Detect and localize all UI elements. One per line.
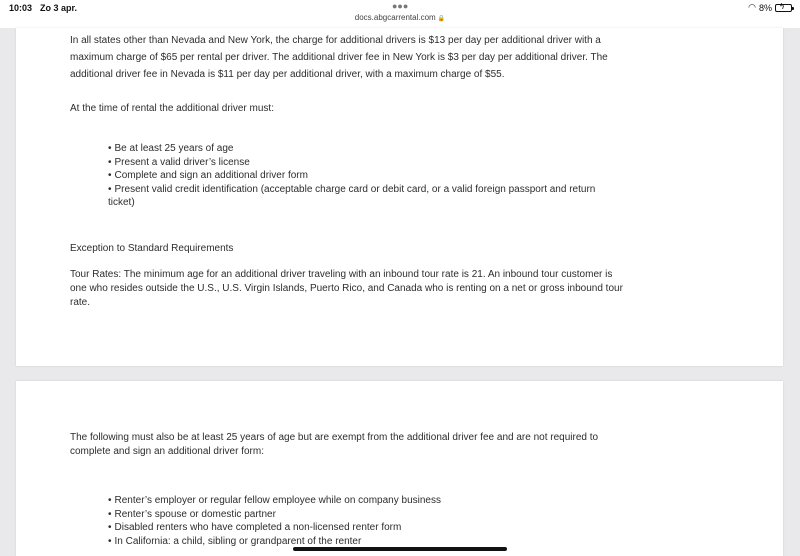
- policy-card-additional-drivers: [16, 28, 783, 366]
- address-bar[interactable]: [0, 13, 800, 22]
- list-item: • Present valid credit identification (acceptable charge card or debit card, or a valid foreign passport and return ticket): [108, 183, 608, 210]
- exempt-paragraph: The following must also be at least 25 years of age but are exempt from the additional driver fee and are not required to complete and sign an additional driver form:: [70, 432, 599, 457]
- list-item: • Present a valid driver’s license: [108, 156, 608, 170]
- home-indicator[interactable]: [293, 547, 507, 551]
- lock-icon: 🔒: [437, 16, 446, 22]
- fee-paragraph: In all states other than Nevada and New York, the charge for additional drivers is $13 per day per additional driver with a maximum charge of $65 per rental per driver. The additional driver fee in New York is $3 per day per additional driver. The additional driver fee in Nevada is $11 per day per additional driver, with a maximum charge of $55.: [70, 35, 608, 80]
- list-item: • Renter’s employer or regular fellow employee while on company business: [108, 494, 608, 508]
- wifi-icon: ◠: [748, 2, 756, 12]
- list-item: • In California: a child, sibling or grandparent of the renter: [108, 535, 608, 549]
- list-item: • Disabled renters who have completed a non-licensed renter form: [108, 521, 608, 535]
- date: Zo 3 apr.: [40, 3, 78, 13]
- battery-percent: 8%: [758, 2, 772, 13]
- requirements-list: [108, 142, 608, 210]
- multitasking-dots-icon[interactable]: ●●●: [392, 1, 409, 11]
- exception-heading: Exception to Standard Requirements: [70, 243, 234, 254]
- list-item: • Complete and sign an additional driver form: [108, 169, 608, 183]
- exempt-list: [108, 494, 608, 548]
- battery-icon: ϟ: [775, 4, 792, 12]
- policy-card-exempt-drivers: [16, 381, 783, 556]
- list-item: • Renter’s spouse or domestic partner: [108, 508, 608, 522]
- clock: 10:03: [9, 3, 33, 13]
- status-bar: [0, 0, 800, 28]
- status-indicators: [748, 2, 792, 13]
- tour-rates-paragraph: Tour Rates: The minimum age for an additional driver traveling with an inbound tour rate is 21. An inbound tour customer is one who resides outside the U.S., U.S. Virgin Islands, Puerto Rico, and Canada who is renting on a net or gross inbound tour rate.: [70, 269, 623, 308]
- requirements-heading: At the time of rental the additional driver must:: [70, 103, 274, 114]
- url-text: docs.abgcarrental.com: [354, 13, 436, 22]
- list-item: • Be at least 25 years of age: [108, 142, 608, 156]
